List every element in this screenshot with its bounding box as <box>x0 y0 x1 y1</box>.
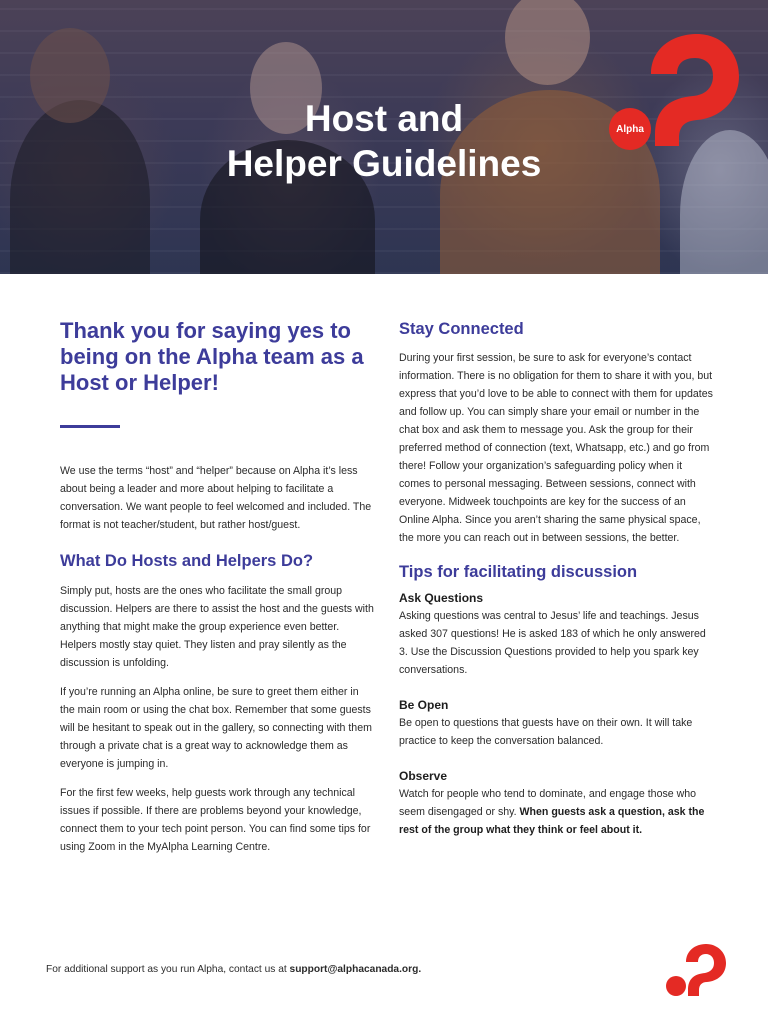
footer-text: For additional support as you run Alpha, contact us at <box>46 964 287 975</box>
left-column <box>60 318 374 856</box>
divider <box>60 425 120 428</box>
tip-body: Asking questions was central to Jesus’ life and teachings. Jesus asked 307 questions! He is asked 183 of which he only answered 3. Use the Discussion Questions provided to help you spark key conversations. <box>399 610 706 676</box>
paragraph: If you’re running an Alpha online, be sure to greet them either in the main room or using the chat box. Remember that some guests will be hesitant to speak out in the gallery, so connecting with them through a private chat is a great way to acknowledge them as everyone is jumping in. <box>60 686 372 770</box>
tip-body: Be open to questions that guests have on their own. It will take practice to keep the conversation balanced. <box>399 717 693 747</box>
intro-heading: Thank you for saying yes to being on the Alpha team as a Host or Helper! <box>60 318 364 395</box>
tip-body <box>399 785 713 839</box>
hero-banner <box>0 0 768 274</box>
alpha-footer-logo-icon <box>664 944 726 996</box>
paragraph: Simply put, hosts are the ones who facilitate the small group discussion. Helpers are there to assist the host and the guests with anything that might make the group experience even better. Helpers mostly stay quiet. They listen and pray silently as the discussion is unfolding. <box>60 585 374 669</box>
alpha-logo-dot <box>609 108 651 150</box>
title-line-1: Host and <box>304 98 464 139</box>
paragraph: For the first few weeks, help guests work through any technical issues if possible. If there are problems beyond your knowledge, connect them to your tech point person. You can find some tips for using Zoom in the MyAlpha Learning Centre. <box>60 787 371 853</box>
hero-photo-person <box>10 100 150 274</box>
paragraph: During your first session, be sure to ask for everyone’s contact information. There is no obligation for them to share it with you, but express that you’d love to be able to connect with them for updates and follow up. You can simply share your email or number in the chat box and ask them to message you. Ask the group for their preferred method of connection (text, Whatsapp, etc.) and go from there! Follow your organization’s safeguarding policy when it comes to personal messaging. Between sessions, connect with everyone. Midweek touchpoints are key for the success of an Online Alpha. Since you aren’t sharing the same physical space, the more you can reach out in between sessions, the better. <box>399 352 713 544</box>
tip-body-text: Watch for people who tend to dominate, and engage those who seem disengaged or shy. <box>399 788 697 818</box>
hero-photo-person <box>30 28 110 123</box>
right-column <box>399 318 713 839</box>
hero-photo-person <box>505 0 590 85</box>
section-heading-hosts-helpers: What Do Hosts and Helpers Do? <box>60 552 314 570</box>
intro-paragraph: We use the terms “host” and “helper” because on Alpha it’s less about being a leader and more about helping to facilitate a conversation. We want people to feel welcomed and included. The format is not teacher/student, but rather host/guest. <box>60 465 372 531</box>
section-heading-stay-connected: Stay Connected <box>399 320 524 338</box>
tip-body-emphasis: When guests ask a question, ask the rest of the group what they think or feel about it. <box>399 806 705 836</box>
page-title <box>184 96 584 186</box>
hero-photo-person <box>680 130 768 274</box>
tip-title: Observe <box>399 769 448 783</box>
footer-contact <box>46 964 421 975</box>
tip-title: Be Open <box>399 698 449 712</box>
support-email-link[interactable]: support@alphacanada.org. <box>289 964 422 975</box>
logo-text: Alpha <box>616 123 644 135</box>
section-heading-tips: Tips for facilitating discussion <box>399 563 638 581</box>
tip-title: Ask Questions <box>399 591 484 605</box>
title-line-2: Helper Guidelines <box>226 143 542 184</box>
